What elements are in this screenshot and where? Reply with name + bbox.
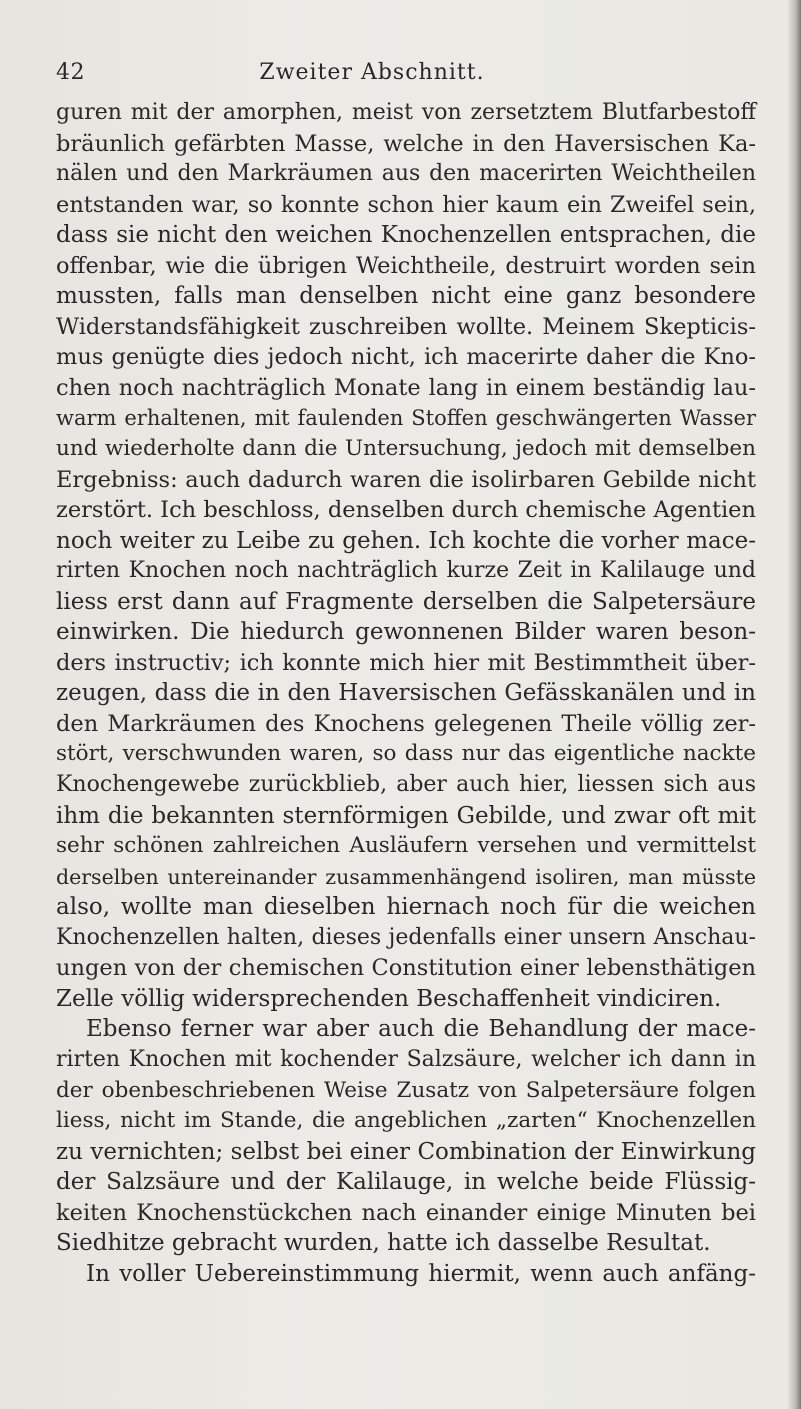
text-line: offenbar, wie die übrigen Weichtheile, destruirt worden sein <box>56 252 756 279</box>
text-line: Ergebniss: auch dadurch waren die isolirbaren Gebilde nicht <box>56 466 756 493</box>
text-line: dass sie nicht den weichen Knochenzellen entsprachen, die <box>56 222 756 249</box>
text-line: Knochenzellen halten, dieses jedenfalls einer unsern Anschau- <box>56 924 756 950</box>
text-line: Zelle völlig widersprechenden Beschaffenheit vindiciren. <box>56 985 722 1012</box>
text-line: In voller Uebereinstimmung hiermit, wenn auch anfäng- <box>86 1260 756 1287</box>
text-line: einwirken. Die hiedurch gewonnenen Bilder waren beson- <box>56 619 756 646</box>
body-text <box>56 98 756 1289</box>
text-line: sehr schönen zahlreichen Ausläufern versehen und vermittelst <box>56 833 756 859</box>
text-line: Knochengewebe zurückblieb, aber auch hier, liessen sich aus <box>56 772 756 798</box>
page-header <box>0 60 801 92</box>
text-line: zerstört. Ich beschloss, denselben durch chemische Agentien <box>56 497 756 524</box>
text-line: mus genügte dies jedoch nicht, ich macerirte daher die Kno- <box>56 344 756 371</box>
text-line: stört, verschwunden waren, so dass nur das eigentliche nackte <box>56 741 756 767</box>
text-line: Widerstandsfähigkeit zuschreiben wollte. Meinem Skepticis- <box>56 313 756 340</box>
text-line: zu vernichten; selbst bei einer Combination der Einwirkung <box>56 1138 756 1165</box>
text-line: warm erhaltenen, mit faulenden Stoffen geschwängerten Wasser <box>56 406 756 431</box>
text-line: rirten Knochen mit kochender Salzsäure, welcher ich dann in <box>56 1046 756 1072</box>
text-line: Ebenso ferner war aber auch die Behandlung der mace- <box>86 1016 756 1043</box>
text-line: entstanden war, so konnte schon hier kaum ein Zweifel sein, <box>56 191 756 218</box>
text-line: ungen von der chemischen Constitution einer lebensthätigen <box>56 955 756 982</box>
page-edge-shadow <box>787 0 801 1409</box>
text-line: mussten, falls man denselben nicht eine ganz besondere <box>56 283 756 310</box>
page-number: 42 <box>56 60 85 85</box>
text-line: bräunlich gefärbten Masse, welche in den Haversischen Ka- <box>56 130 756 157</box>
text-line: Siedhitze gebracht wurden, hatte ich dasselbe Resultat. <box>56 1230 711 1257</box>
text-line: der Salzsäure und der Kalilauge, in welche beide Flüssig- <box>56 1169 756 1196</box>
text-line: keiten Knochenstückchen nach einander einige Minuten bei <box>56 1199 756 1226</box>
text-line: derselben untereinander zusammenhängend isoliren, man müsste <box>56 864 756 889</box>
text-line: also, wollte man dieselben hiernach noch für die weichen <box>56 894 756 921</box>
text-line: und wiederholte dann die Untersuchung, jedoch mit demselben <box>56 436 756 462</box>
running-head: Zweiter Abschnitt. <box>259 60 485 85</box>
text-line: den Markräumen des Knochens gelegenen Theile völlig zer- <box>56 710 756 737</box>
text-line: rirten Knochen noch nachträglich kurze Zeit in Kalilauge und <box>56 558 756 584</box>
text-line: liess erst dann auf Fragmente derselben die Salpetersäure <box>56 588 756 615</box>
text-line: ders instructiv; ich konnte mich hier mit Bestimmtheit über- <box>56 649 756 676</box>
text-line: ihm die bekannten sternförmigen Gebilde, und zwar oft mit <box>56 802 756 829</box>
text-line: guren mit der amorphen, meist von zersetztem Blutfarbestoff <box>56 100 756 125</box>
text-line: zeugen, dass die in den Haversischen Gefässkanälen und in <box>56 680 756 707</box>
text-line: chen noch nachträglich Monate lang in einem beständig lau- <box>56 374 756 401</box>
text-line: liess, nicht im Stande, die angeblichen „zarten“ Knochenzellen <box>56 1108 756 1134</box>
text-line: nälen und den Markräumen aus den macerirten Weichtheilen <box>56 161 756 187</box>
text-line: der obenbeschriebenen Weise Zusatz von Salpetersäure folgen <box>56 1077 756 1103</box>
text-line: noch weiter zu Leibe zu gehen. Ich kochte die vorher mace- <box>56 527 756 554</box>
